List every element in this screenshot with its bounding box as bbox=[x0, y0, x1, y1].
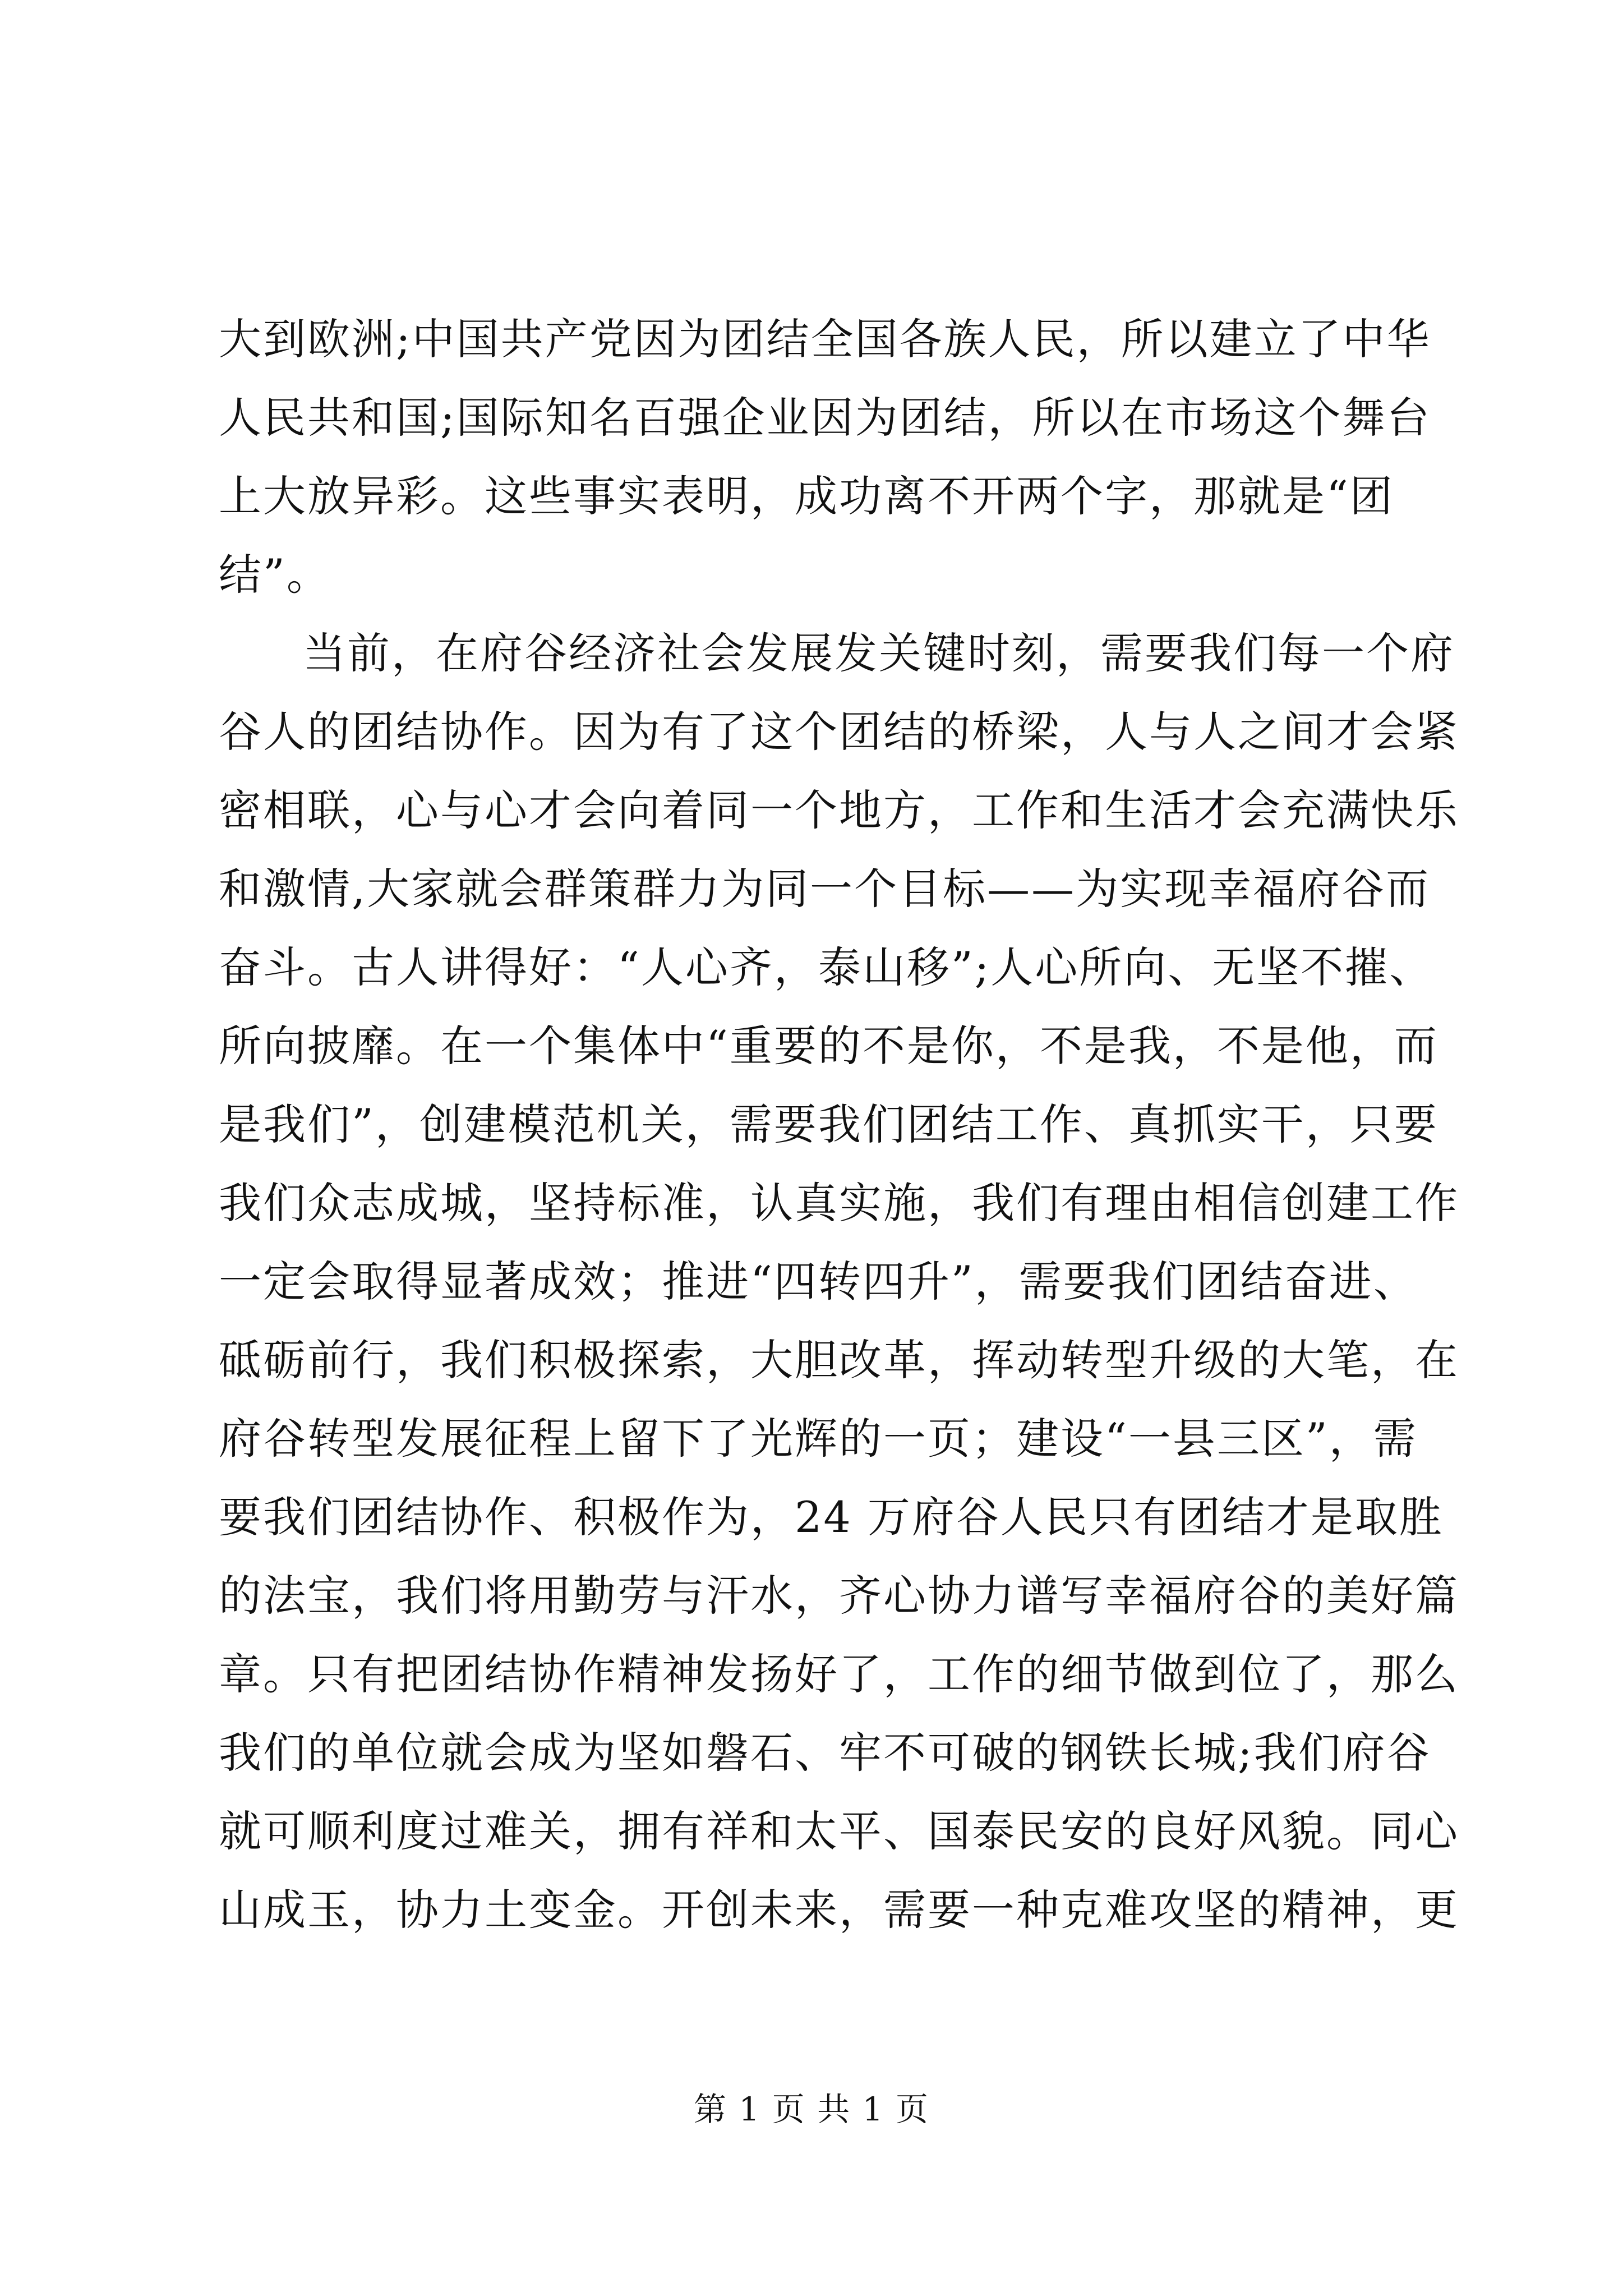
text-line: 谷人的团结协作。因为有了这个团结的桥梁，人与人之间才会紧 bbox=[219, 707, 1459, 757]
text-line: 的法宝，我们将用勤劳与汗水，齐心协力谱写幸福府谷的美好篇 bbox=[219, 1571, 1459, 1621]
text-line: 奋斗。古人讲得好：“人心齐，泰山移”;人心所向、无坚不摧、 bbox=[219, 942, 1434, 992]
page-number-footer: 第 1 页 共 1 页 bbox=[694, 2090, 929, 2128]
text-line: 我们众志成城，坚持标准，认真实施，我们有理由相信创建工作 bbox=[219, 1178, 1459, 1228]
text-line: 一定会取得显著成效；推进“四转四升”，需要我们团结奋进、 bbox=[219, 1257, 1418, 1306]
text-line: 是我们”，创建模范机关，需要我们团结工作、真抓实干，只要 bbox=[219, 1099, 1438, 1149]
text-line: 山成玉，协力土变金。开创未来，需要一种克难攻坚的精神，更 bbox=[219, 1885, 1459, 1935]
text-line: 就可顺利度过难关，拥有祥和太平、国泰民安的良好风貌。同心 bbox=[219, 1806, 1459, 1856]
text-line: 大到欧洲;中国共产党因为团结全国各族人民，所以建立了中华 bbox=[219, 314, 1431, 364]
text-line: 章。只有把团结协作精神发扬好了，工作的细节做到位了，那么 bbox=[219, 1649, 1459, 1699]
text-line: 要我们团结协作、积极作为，24 万府谷人民只有团结才是取胜 bbox=[219, 1492, 1444, 1542]
text-line: 和激情,大家就会群策群力为同一个目标——为实现幸福府谷而 bbox=[219, 864, 1431, 914]
text-line: 上大放异彩。这些事实表明，成功离不开两个字，那就是“团 bbox=[219, 471, 1394, 521]
text-line: 结”。 bbox=[219, 550, 331, 600]
paragraph-first-line: 当前，在府谷经济社会发展发关键时刻，需要我们每一个府 bbox=[303, 628, 1455, 678]
text-line: 密相联，心与心才会向着同一个地方，工作和生活才会充满快乐 bbox=[219, 785, 1459, 835]
text-line: 我们的单位就会成为坚如磐石、牢不可破的钢铁长城;我们府谷 bbox=[219, 1728, 1431, 1778]
text-line: 所向披靡。在一个集体中“重要的不是你，不是我，不是他，而 bbox=[219, 1021, 1438, 1071]
text-line: 府谷转型发展征程上留下了光辉的一页；建设“一县三区”，需 bbox=[219, 1414, 1418, 1464]
text-line: 砥砺前行，我们积极探索，大胆改革，挥动转型升级的大笔，在 bbox=[219, 1335, 1459, 1385]
text-line: 人民共和国;国际知名百强企业因为团结，所以在市场这个舞台 bbox=[219, 393, 1431, 443]
